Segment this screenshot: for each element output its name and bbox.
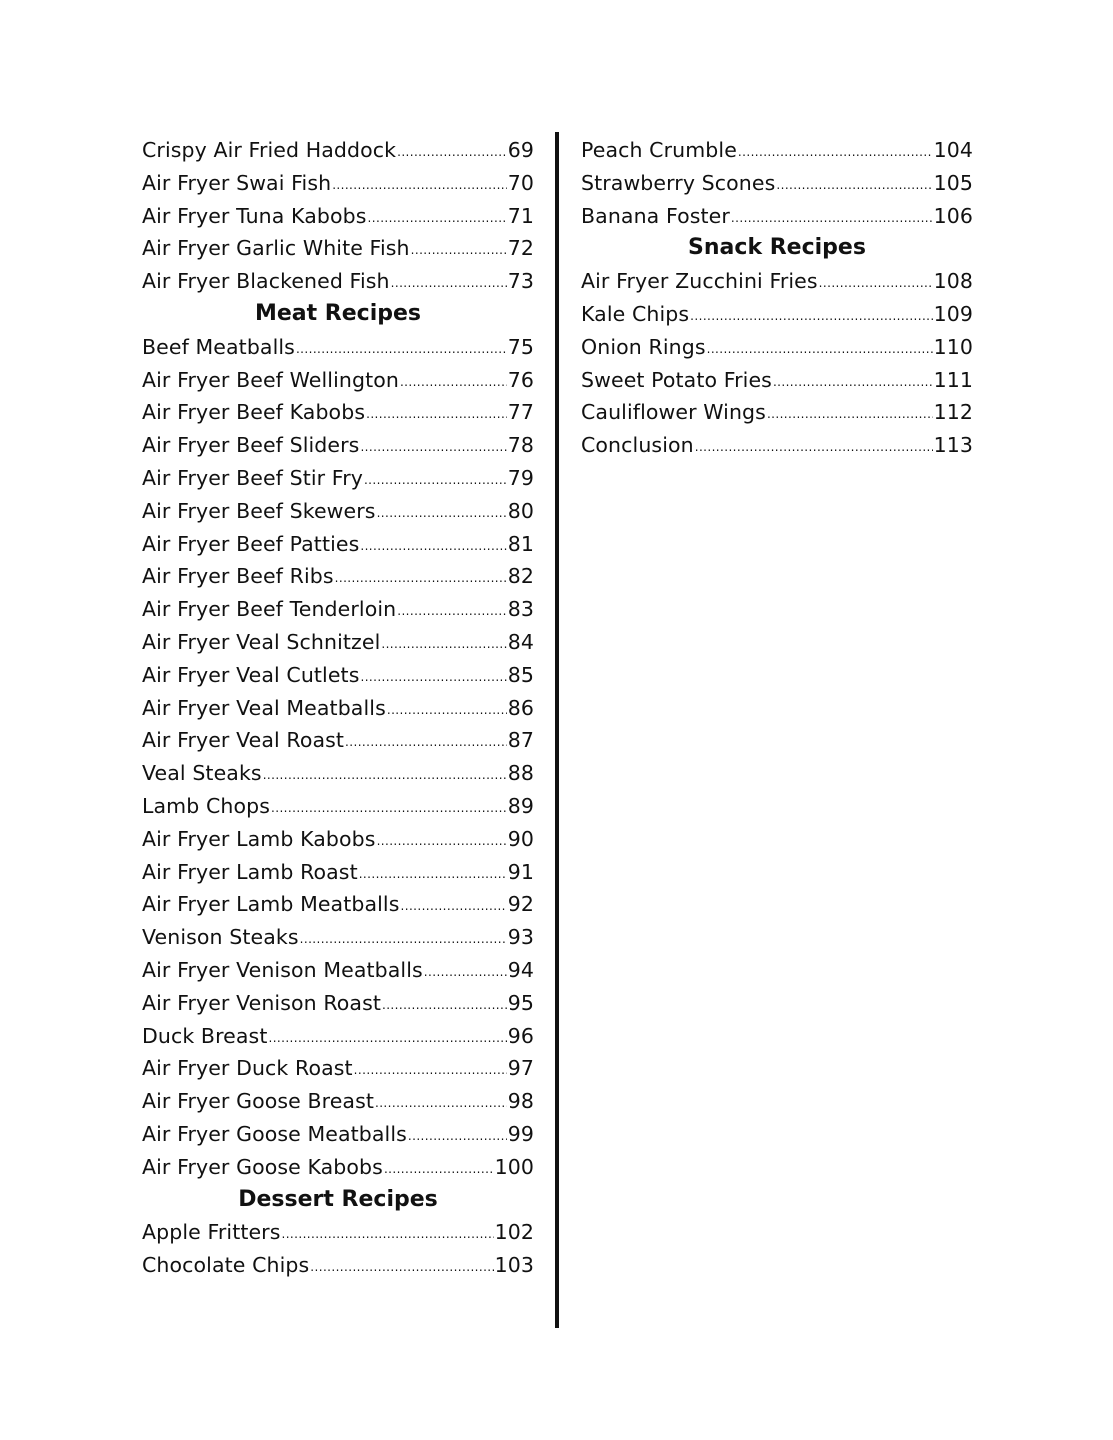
toc-entry[interactable] [581, 298, 973, 331]
toc-entry-page-number: 87 [507, 728, 534, 753]
dot-leader [263, 769, 507, 781]
toc-entry-page-number: 108 [933, 269, 973, 294]
toc-entry[interactable] [142, 593, 534, 626]
dot-leader [381, 638, 506, 650]
toc-entry-title: Venison Steaks [142, 925, 299, 950]
toc-entry[interactable] [142, 1085, 534, 1118]
toc-entry-title: Air Fryer Lamb Kabobs [142, 826, 376, 851]
toc-entry-page-number: 73 [507, 269, 534, 294]
toc-entry-page-number: 88 [507, 761, 534, 786]
toc-entry-title: Air Fryer Garlic White Fish [142, 236, 410, 261]
toc-entry[interactable] [142, 790, 534, 823]
toc-entry-title: Veal Steaks [142, 761, 262, 786]
toc-entry[interactable] [142, 1249, 534, 1282]
section-heading: Meat Recipes [254, 300, 422, 326]
toc-entry-title: Air Fryer Beef Sliders [142, 433, 360, 458]
toc-entry-page-number: 103 [494, 1253, 534, 1278]
toc-entry[interactable] [142, 364, 534, 397]
toc-entry-page-number: 84 [507, 629, 534, 654]
toc-entry-title: Apple Fritters [142, 1220, 281, 1245]
toc-entry-title: Air Fryer Veal Cutlets [142, 662, 360, 687]
toc-entry-page-number: 104 [933, 138, 973, 162]
toc-entry-page-number: 102 [494, 1220, 534, 1245]
toc-entry-title: Air Fryer Goose Kabobs [142, 1154, 383, 1179]
toc-entry-page-number: 93 [507, 925, 534, 950]
toc-entry-page-number: 110 [933, 334, 973, 359]
toc-entry-page-number: 92 [507, 892, 534, 917]
toc-entry-page-number: 105 [933, 170, 973, 195]
toc-entry-page-number: 106 [933, 203, 973, 228]
toc-entry-title: Air Fryer Veal Meatballs [142, 695, 386, 720]
toc-entry[interactable] [581, 429, 973, 462]
toc-entry-title: Duck Breast [142, 1023, 268, 1048]
toc-entry-title: Air Fryer Veal Roast [142, 728, 345, 753]
toc-entry-title: Strawberry Scones [581, 170, 776, 195]
toc-entry-page-number: 78 [507, 433, 534, 458]
toc-entry[interactable] [142, 724, 534, 757]
dot-leader [391, 277, 507, 289]
toc-entry-page-number: 111 [933, 367, 973, 392]
toc-entry-title: Air Fryer Beef Ribs [142, 564, 334, 589]
dot-leader [271, 802, 507, 814]
toc-entry-page-number: 81 [507, 531, 534, 556]
dot-leader [690, 310, 932, 322]
toc-entry-page-number: 109 [933, 301, 973, 326]
toc-entry-title: Conclusion [581, 433, 694, 458]
toc-entry-title: Peach Crumble [581, 138, 737, 162]
toc-entry[interactable] [142, 757, 534, 790]
toc-entry-title: Air Fryer Tuna Kabobs [142, 203, 367, 228]
toc-entry[interactable] [581, 200, 973, 233]
toc-entry[interactable] [142, 200, 534, 233]
toc-entry-page-number: 83 [507, 597, 534, 622]
toc-entry[interactable] [142, 692, 534, 725]
toc-entry-title: Air Fryer Beef Kabobs [142, 400, 366, 425]
dot-leader [387, 704, 507, 716]
toc-entry-page-number: 96 [507, 1023, 534, 1048]
toc-entry[interactable] [581, 134, 973, 167]
toc-entry[interactable] [142, 1020, 534, 1053]
dot-leader [401, 900, 507, 912]
toc-entry-page-number: 70 [507, 170, 534, 195]
section-heading: Snack Recipes [688, 235, 866, 261]
dot-leader [366, 408, 507, 420]
dot-leader [819, 277, 933, 289]
toc-entry-page-number: 71 [507, 203, 534, 228]
dot-leader [359, 868, 507, 880]
toc-entry[interactable] [142, 1118, 534, 1151]
column-divider [555, 132, 559, 1328]
dot-leader [282, 1228, 494, 1240]
section-heading: Dessert Recipes [238, 1186, 438, 1212]
toc-entry[interactable] [581, 331, 973, 364]
dot-leader [411, 244, 507, 256]
toc-entry-page-number: 77 [507, 400, 534, 425]
toc-entry-title: Air Fryer Beef Wellington [142, 367, 399, 392]
toc-entry-title: Cauliflower Wings [581, 400, 766, 425]
toc-entry[interactable] [142, 659, 534, 692]
toc-entry-title: Air Fryer Lamb Roast [142, 859, 358, 884]
dot-leader [360, 671, 506, 683]
dot-leader [335, 572, 507, 584]
toc-entry[interactable] [142, 823, 534, 856]
toc-entry-title: Air Fryer Beef Patties [142, 531, 360, 556]
dot-leader [776, 179, 932, 191]
toc-entry-page-number: 90 [507, 826, 534, 851]
toc-entry-page-number: 75 [507, 334, 534, 359]
dot-leader [400, 376, 507, 388]
toc-entry[interactable] [142, 560, 534, 593]
toc-entry[interactable] [142, 626, 534, 659]
toc-entry[interactable] [142, 1216, 534, 1249]
toc-entry[interactable] [581, 265, 973, 298]
toc-entry-title: Air Fryer Goose Meatballs [142, 1121, 407, 1146]
toc-entry-title: Air Fryer Duck Roast [142, 1056, 353, 1081]
toc-entry-title: Kale Chips [581, 301, 690, 326]
toc-entry-page-number: 69 [507, 138, 534, 162]
toc-entry[interactable] [142, 462, 534, 495]
toc-entry-title: Sweet Potato Fries [581, 367, 772, 392]
toc-entry-page-number: 112 [933, 400, 973, 425]
toc-entry[interactable] [142, 1151, 534, 1184]
toc-entry[interactable] [581, 364, 973, 397]
toc-entry-page-number: 97 [507, 1056, 534, 1081]
toc-right-column [581, 134, 973, 462]
dot-leader [384, 1163, 494, 1175]
toc-entry-page-number: 79 [507, 465, 534, 490]
dot-leader [731, 212, 933, 224]
toc-entry[interactable] [142, 167, 534, 200]
toc-entry[interactable] [581, 396, 973, 429]
toc-entry-title: Banana Foster [581, 203, 730, 228]
toc-entry[interactable] [142, 888, 534, 921]
toc-entry[interactable] [142, 265, 534, 298]
toc-entry-page-number: 72 [507, 236, 534, 261]
dot-leader [345, 736, 507, 748]
dot-leader [332, 179, 507, 191]
toc-entry[interactable] [142, 856, 534, 889]
dot-leader [268, 1032, 506, 1044]
toc-entry-title: Lamb Chops [142, 793, 271, 818]
toc-entry-title: Onion Rings [581, 334, 706, 359]
toc-left-column [142, 134, 534, 1282]
toc-entry-title: Air Fryer Lamb Meatballs [142, 892, 400, 917]
toc-entry-title: Air Fryer Swai Fish [142, 170, 332, 195]
toc-entry[interactable] [142, 232, 534, 265]
toc-entry-page-number: 95 [507, 990, 534, 1015]
toc-entry-page-number: 98 [507, 1089, 534, 1114]
dot-leader [354, 1064, 507, 1076]
toc-entry-page-number: 82 [507, 564, 534, 589]
toc-entry-title: Beef Meatballs [142, 334, 295, 359]
dot-leader [300, 933, 507, 945]
toc-entry[interactable] [142, 396, 534, 429]
dot-leader [424, 966, 507, 978]
toc-entry[interactable] [142, 954, 534, 987]
toc-entry-title: Crispy Air Fried Haddock [142, 138, 397, 162]
toc-entry[interactable] [142, 528, 534, 561]
toc-entry-page-number: 113 [933, 433, 973, 458]
toc-entry[interactable] [142, 1052, 534, 1085]
dot-leader [375, 1097, 507, 1109]
dot-leader [397, 605, 506, 617]
toc-entry[interactable] [142, 987, 534, 1020]
toc-entry-page-number: 86 [507, 695, 534, 720]
toc-entry[interactable] [142, 331, 534, 364]
toc-entry[interactable] [142, 429, 534, 462]
dot-leader [397, 146, 507, 158]
dot-leader [377, 835, 507, 847]
toc-entry[interactable] [142, 495, 534, 528]
toc-entry-title: Chocolate Chips [142, 1253, 310, 1278]
toc-entry-page-number: 91 [507, 859, 534, 884]
dot-leader [377, 507, 507, 519]
toc-entry-page-number: 85 [507, 662, 534, 687]
toc-entry-page-number: 94 [507, 957, 534, 982]
toc-entry-title: Air Fryer Veal Schnitzel [142, 629, 381, 654]
toc-entry-page-number: 99 [507, 1121, 534, 1146]
dot-leader [773, 376, 933, 388]
toc-entry-page-number: 80 [507, 498, 534, 523]
toc-entry[interactable] [142, 921, 534, 954]
dot-leader [408, 1130, 507, 1142]
toc-entry-page-number: 100 [494, 1154, 534, 1179]
dot-leader [707, 343, 933, 355]
dot-leader [310, 1261, 493, 1273]
dot-leader [767, 408, 933, 420]
toc-entry-title: Air Fryer Blackened Fish [142, 269, 390, 294]
toc-entry[interactable] [581, 167, 973, 200]
dot-leader [364, 474, 507, 486]
toc-entry-title: Air Fryer Beef Stir Fry [142, 465, 363, 490]
toc-entry-title: Air Fryer Goose Breast [142, 1089, 374, 1114]
dot-leader [360, 540, 506, 552]
toc-entry-page-number: 89 [507, 793, 534, 818]
toc-entry-title: Air Fryer Venison Roast [142, 990, 381, 1015]
toc-entry-title: Air Fryer Zucchini Fries [581, 269, 818, 294]
dot-leader [368, 212, 507, 224]
dot-leader [296, 343, 507, 355]
toc-entry-page-number: 76 [507, 367, 534, 392]
toc-entry[interactable] [142, 134, 534, 167]
toc-entry-title: Air Fryer Beef Tenderloin [142, 597, 397, 622]
dot-leader [695, 441, 933, 453]
toc-entry-title: Air Fryer Beef Skewers [142, 498, 376, 523]
toc-entry-title: Air Fryer Venison Meatballs [142, 957, 423, 982]
dot-leader [360, 441, 506, 453]
dot-leader [738, 146, 933, 158]
dot-leader [382, 999, 507, 1011]
